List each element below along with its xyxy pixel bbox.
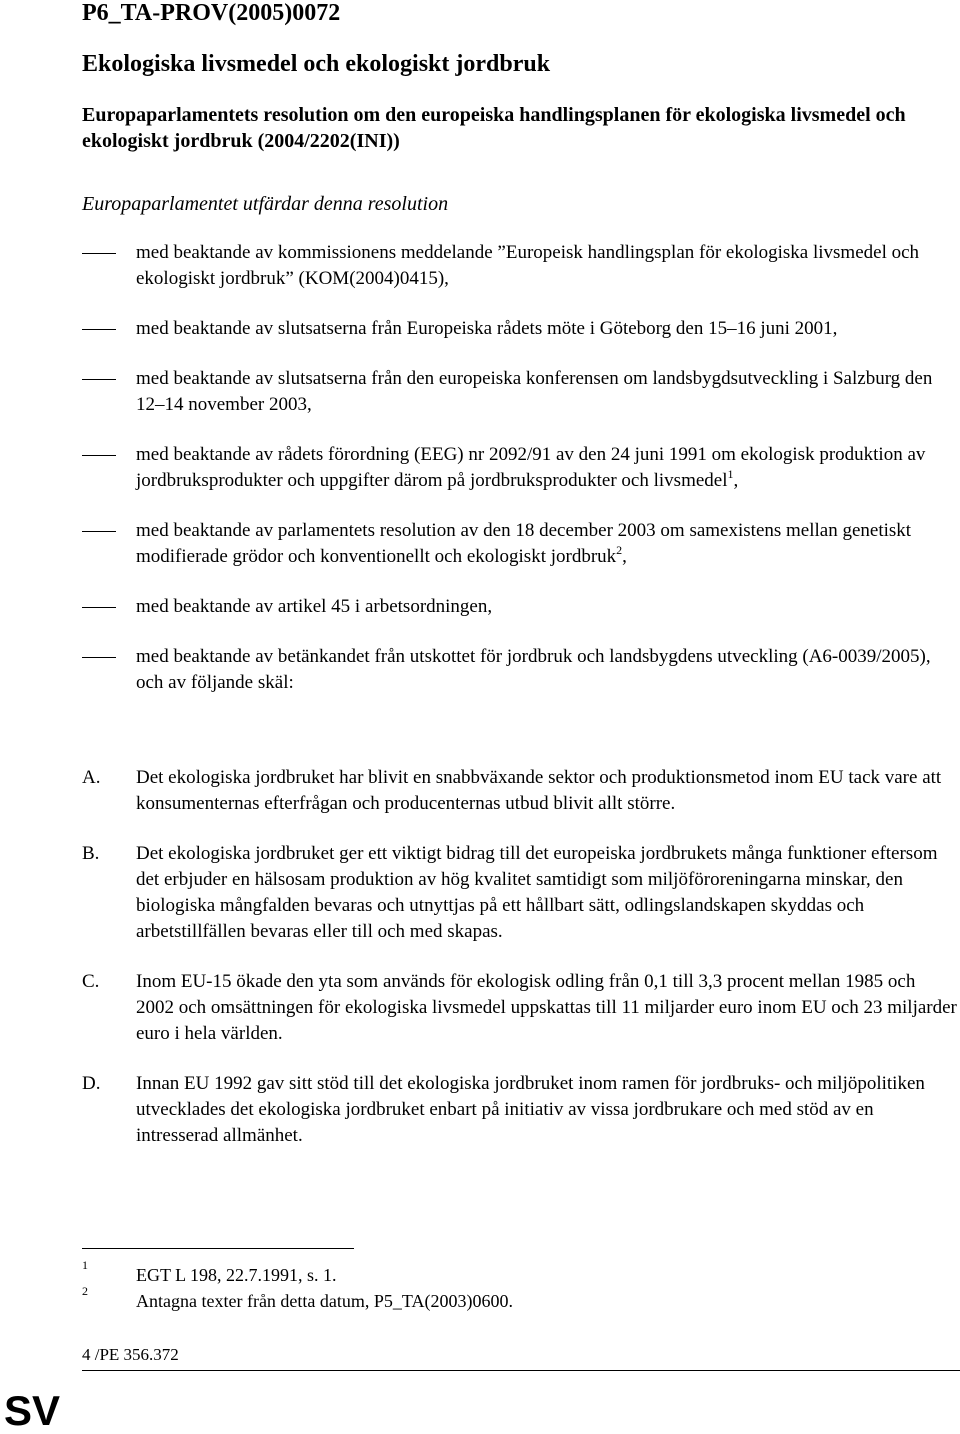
resolution-intro: Europaparlamentet utfärdar denna resolution: [82, 193, 449, 215]
footnote-number: 1: [82, 1258, 88, 1272]
footnote-text: Antagna texter från detta datum, P5_TA(2003)0600.: [136, 1291, 513, 1311]
recital-text: Inom EU-15 ökade den yta som används för ekologisk odling från 0,1 till 3,3 procent mellan 1985 och 2002 och omsättningen för ekologiska livsmedel uppskattas till 11 miljarder euro inom EU och 23 miljarder euro i hela världen.: [136, 971, 957, 1044]
dash-bullet: [82, 607, 116, 608]
resolution-subtitle: Europaparlamentets resolution om den europeiska handlingsplanen för ekologiska livsmedel och ekologiskt jordbruk (2004/2202(INI)): [82, 104, 906, 152]
recital-letter: A.: [82, 767, 101, 788]
recital-text: Det ekologiska jordbruket har blivit en snabbväxande sektor och produktionsmetod inom EU tack vare att konsumenternas efterfrågan och producenternas utbud blivit allt större.: [136, 767, 942, 814]
dash-bullet: [82, 657, 116, 658]
page-reference: 4 /PE 356.372: [82, 1345, 179, 1364]
citations-list: [82, 240, 957, 720]
recital-letter: C.: [82, 971, 100, 992]
citation-text: med beaktande av slutsatserna från den europeiska konferensen om landsbygdsutveckling i Salzburg den 12–14 november 2003,: [136, 368, 933, 415]
recital-item: [82, 841, 957, 945]
dash-bullet: [82, 531, 116, 532]
citation-item: [82, 240, 957, 292]
footnote-separator: [82, 1248, 354, 1249]
dash-bullet: [82, 253, 116, 254]
citation-text: med beaktande av artikel 45 i arbetsordningen,: [136, 596, 493, 617]
citation-item: [82, 366, 957, 418]
citation-text: med beaktande av slutsatserna från Europeiska rådets möte i Göteborg den 15–16 juni 2001,: [136, 318, 838, 339]
footer-divider: [82, 1370, 960, 1371]
footnote-ref[interactable]: 2: [616, 543, 623, 557]
recital-text: Innan EU 1992 gav sitt stöd till det ekologiska jordbruket inom ramen för jordbruks- och miljöpolitiken utvecklades det ekologiska jordbruket enbart på initiativ av vissa jordbrukare och med stöd av en intresserad allmänhet.: [136, 1073, 925, 1146]
footnote-item: [82, 1258, 882, 1288]
recital-item: [82, 765, 957, 817]
recital-letter: D.: [82, 1073, 101, 1094]
footnote-number: 2: [82, 1284, 88, 1298]
document-reference: P6_TA-PROV(2005)0072: [82, 0, 341, 26]
citation-tail: ,: [733, 470, 739, 491]
recital-text: Det ekologiska jordbruket ger ett viktigt bidrag till det europeiska jordbrukets många funktioner eftersom det erbjuder en hälsosam produktion av hög kvalitet samtidigt som miljöföroreningarna minskar, den biologiska mångfalden bevaras och utnyttjas på ett hållbart sätt, odlingslandskapen skyddas och arbetstillfällen bevaras eller till och med skapas.: [136, 843, 938, 942]
dash-bullet: [82, 329, 116, 330]
recitals-list: [82, 765, 957, 1173]
dash-bullet: [82, 455, 116, 456]
dash-bullet: [82, 379, 116, 380]
citation-text: med beaktande av betänkandet från utskottet för jordbruk och landsbygdens utveckling (A6-0039/2005), och av följande skäl:: [136, 646, 931, 693]
citation-item: [82, 442, 957, 494]
citation-text: med beaktande av rådets förordning (EEG) nr 2092/91 av den 24 juni 1991 om ekologisk produktion av jordbruksprodukter och uppgifter därom på jordbruksprodukter och livsmedel: [136, 444, 926, 491]
citation-item: [82, 644, 957, 696]
recital-item: [82, 1071, 957, 1149]
recital-item: [82, 969, 957, 1047]
citation-item: [82, 594, 957, 620]
citation-text: med beaktande av parlamentets resolution av den 18 december 2003 om samexistens mellan genetiskt modifierade grödor och konventionellt och ekologiskt jordbruk: [136, 520, 912, 567]
language-code: SV: [4, 1387, 61, 1434]
document-title: Ekologiska livsmedel och ekologiskt jordbruk: [82, 51, 551, 77]
footnote-text: EGT L 198, 22.7.1991, s. 1.: [136, 1265, 337, 1285]
citation-text: med beaktande av kommissionens meddelande ”Europeisk handlingsplan för ekologiska livsmedel och ekologiskt jordbruk” (KOM(2004)0415),: [136, 242, 920, 289]
footnotes: [82, 1258, 882, 1314]
recital-letter: B.: [82, 843, 100, 864]
citation-item: [82, 518, 957, 570]
citation-tail: ,: [622, 546, 627, 567]
footnote-item: [82, 1284, 882, 1314]
citation-item: [82, 316, 957, 342]
footnote-ref[interactable]: 1: [727, 467, 734, 481]
